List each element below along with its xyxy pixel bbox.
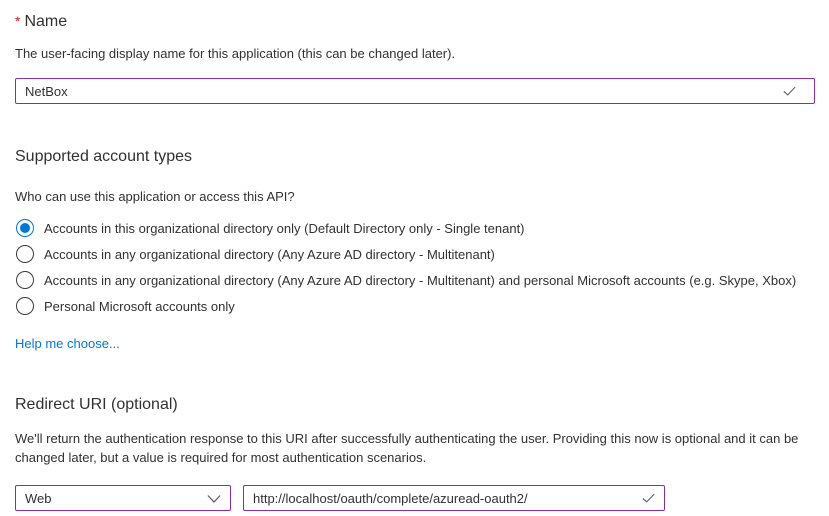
radio-option-single-tenant[interactable] <box>15 215 806 241</box>
radio-option-personal-only[interactable] <box>15 293 806 319</box>
name-description: The user-facing display name for this application (this can be changed later). <box>15 46 456 61</box>
radio-option-label: Accounts in this organizational directory only (Default Directory only - Single tenant) <box>44 220 525 236</box>
name-input-wrap <box>15 78 806 104</box>
platform-select-value: Web <box>25 490 52 506</box>
name-input[interactable] <box>15 78 815 104</box>
platform-select[interactable] <box>15 485 231 511</box>
redirect-uri-input[interactable] <box>243 485 665 511</box>
required-asterisk: * <box>15 13 21 29</box>
radio-option-label: Accounts in any organizational directory (Any Azure AD directory - Multitenant) <box>44 246 495 262</box>
account-types-title: Supported account types <box>15 148 193 165</box>
radio-icon <box>16 297 34 315</box>
name-title-text: Name <box>24 13 68 30</box>
radio-option-multitenant[interactable] <box>15 241 806 267</box>
chevron-down-icon <box>207 494 221 504</box>
radio-option-label: Accounts in any organizational directory (Any Azure AD directory - Multitenant) and personal Microsoft accounts (e.g. Skype, Xbox) <box>44 272 797 288</box>
name-section-title <box>15 11 806 32</box>
redirect-uri-description: We'll return the authentication response to this URI after successfully authenticating the user. Providing this now is optional and it can be changed later, but a value is required for most authentication scenarios. <box>15 431 799 465</box>
redirect-uri-row <box>15 485 806 511</box>
account-types-radio-group <box>15 215 806 319</box>
radio-option-label: Personal Microsoft accounts only <box>44 298 235 314</box>
redirect-uri-title: Redirect URI (optional) <box>15 396 178 413</box>
radio-option-multitenant-personal[interactable] <box>15 267 806 293</box>
redirect-uri-input-wrap <box>243 485 665 511</box>
radio-icon <box>16 219 34 237</box>
help-me-choose-link[interactable]: Help me choose... <box>15 336 120 351</box>
account-types-question: Who can use this application or access this API? <box>15 189 295 204</box>
radio-icon <box>16 271 34 289</box>
radio-icon <box>16 245 34 263</box>
